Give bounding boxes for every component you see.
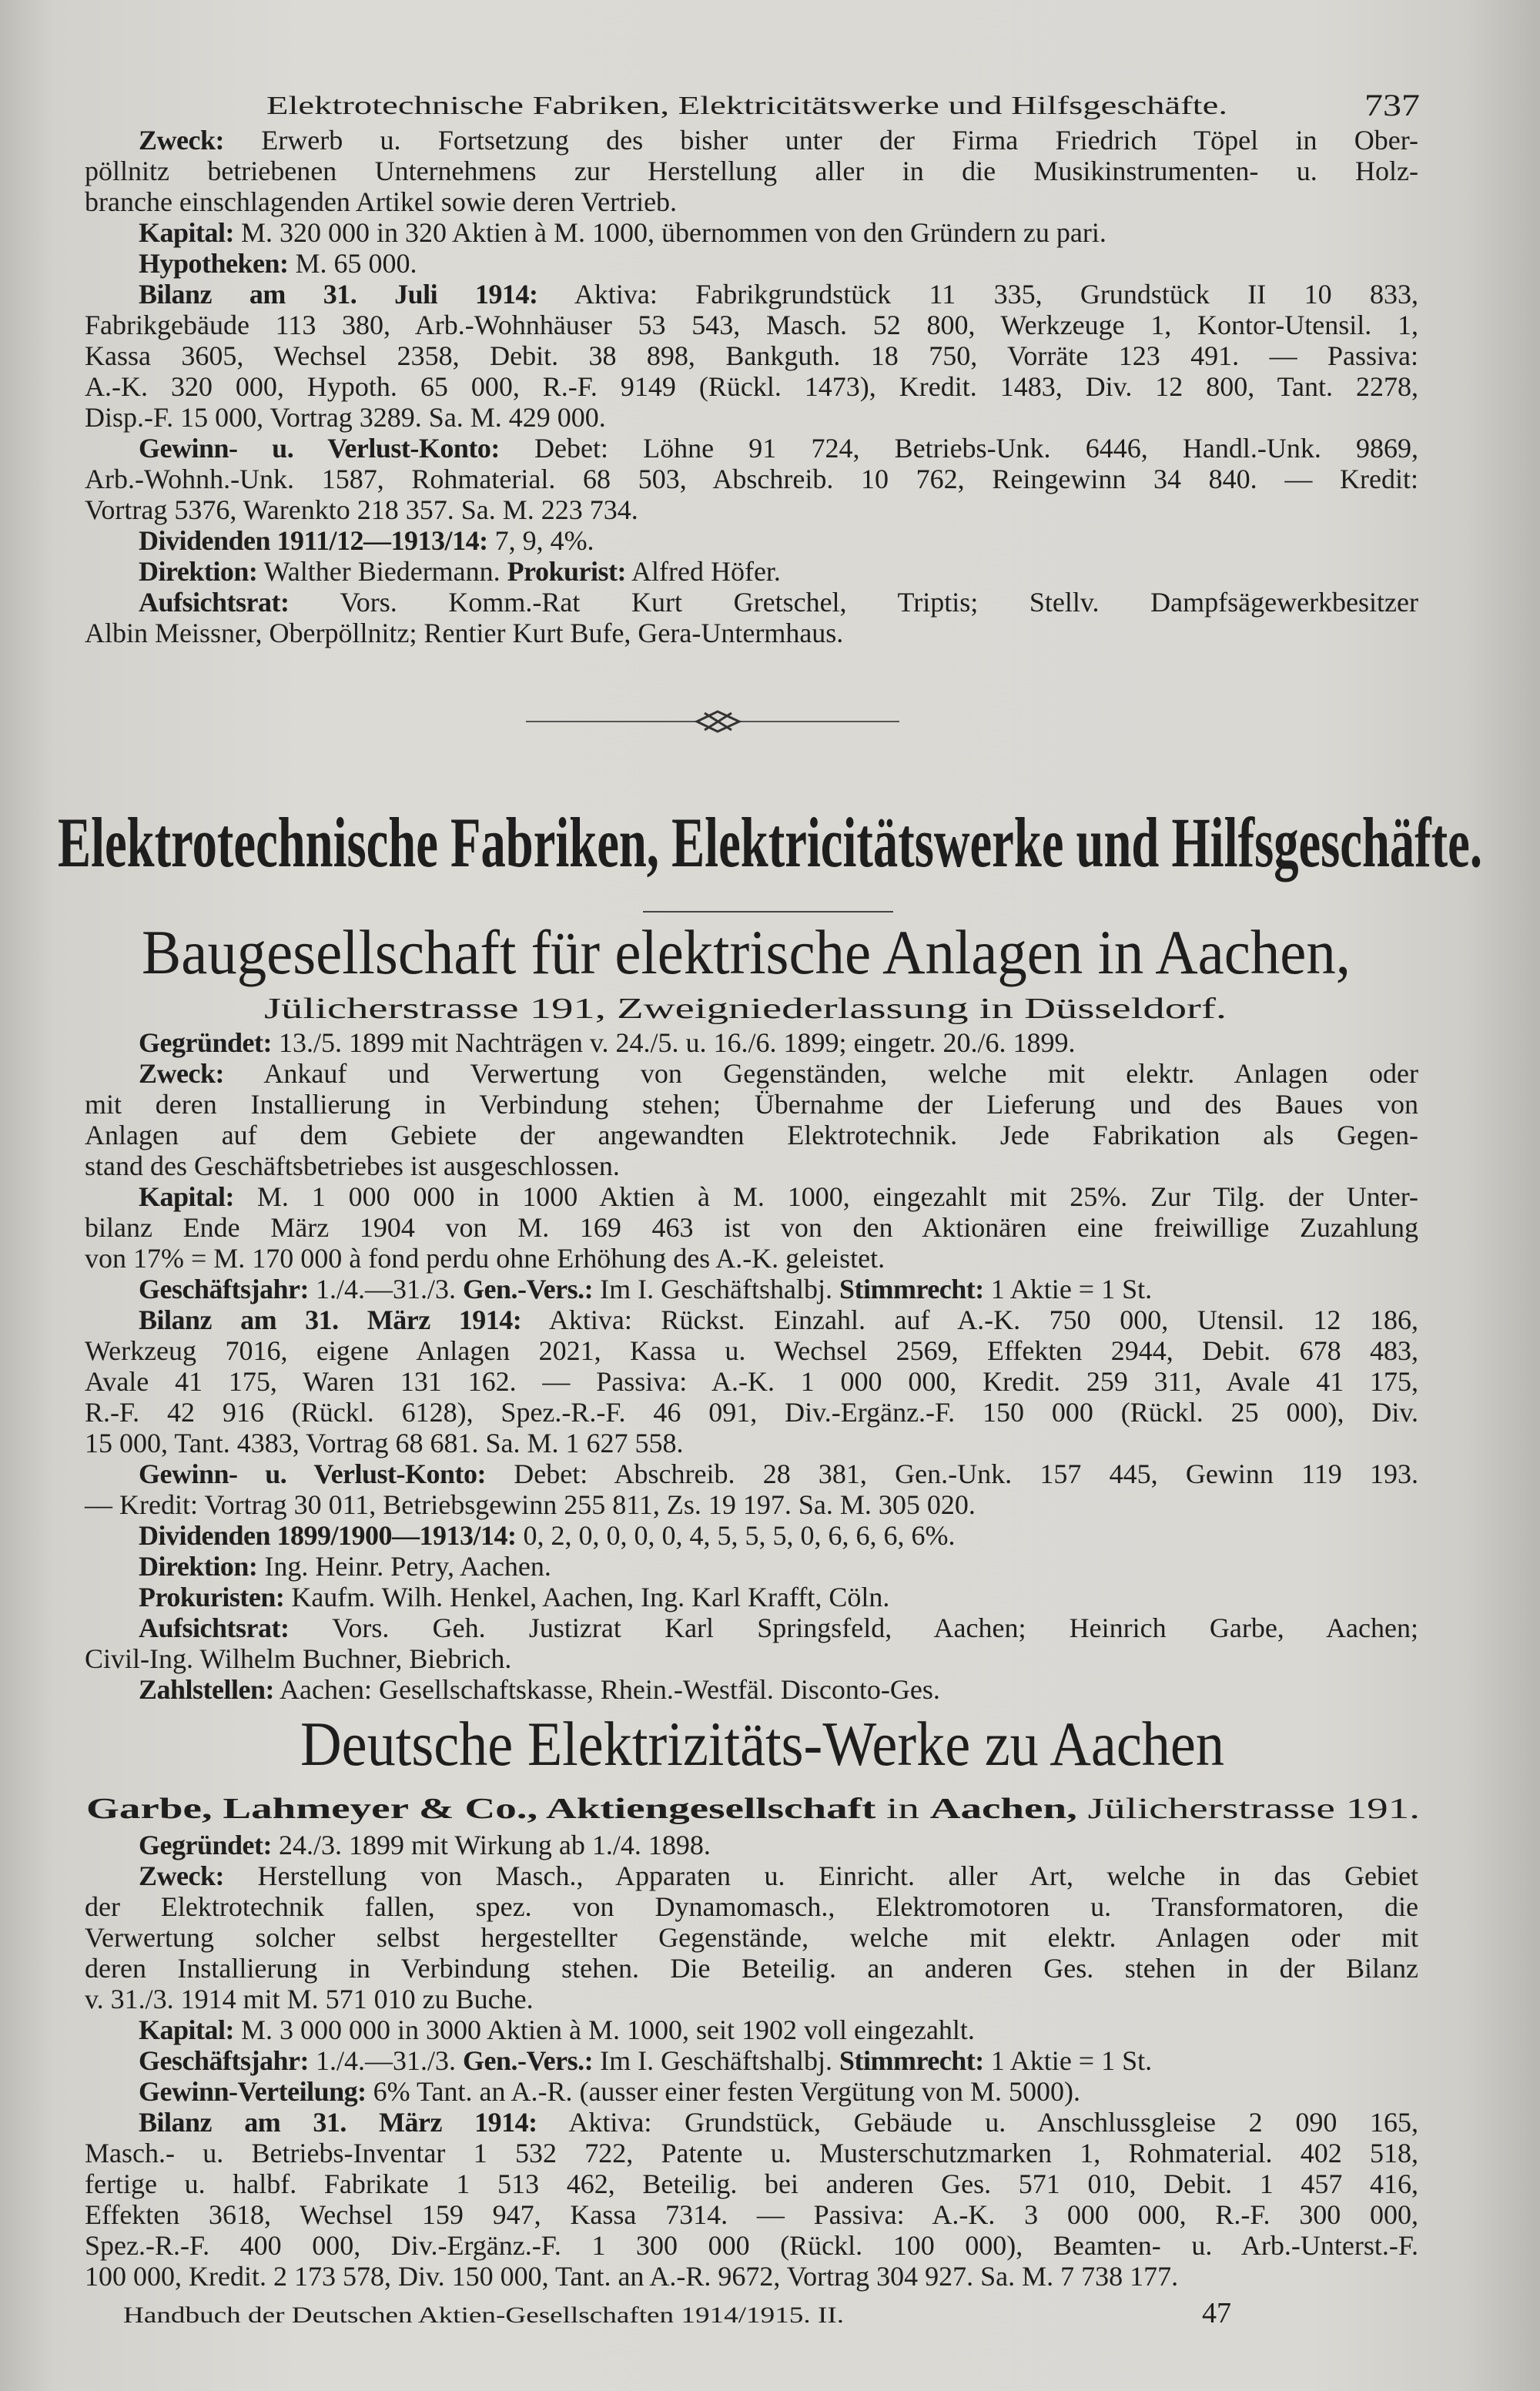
firm-in: in [875, 1793, 913, 1825]
text-line [85, 525, 1418, 556]
field-label: Gewinn- u. Verlust-Konto: [139, 433, 500, 464]
field-label: Kapital: [139, 217, 235, 248]
text-line [85, 1089, 1418, 1120]
text-line [85, 1582, 1418, 1612]
field-text: Effekten 3618, Wechsel 159 947, Kassa 7314. — Passiva: A.-K. 3 000 000, R.-F. 300 000, [85, 2199, 1418, 2230]
field-text: 1./4.—31./3. [308, 2045, 463, 2076]
field-text: Alfred Höfer. [626, 556, 781, 587]
text-line [85, 1150, 1418, 1181]
firm-name: Garbe, Lahmeyer & Co., Aktiengesellschaft [86, 1793, 631, 1825]
text-line [85, 1922, 1418, 1953]
field-text: fertige u. halbf. Fabrikate 1 513 462, Beteilig. bei anderen Ges. 571 010, Debit. 1 457 416, [85, 2168, 1418, 2199]
field-text: stand des Geschäftsbetriebes ist ausgeschlossen. [85, 1150, 620, 1181]
paragraph [85, 1551, 1418, 1582]
paragraph [85, 1582, 1418, 1612]
paragraph [85, 217, 1418, 248]
text-line [85, 371, 1418, 402]
field-text: Im I. Geschäftshalbj. [593, 2045, 840, 2076]
field-label: Dividenden 1911/12—1913/14: [139, 525, 488, 556]
text-line [85, 1830, 1418, 1860]
field-label: Kapital: [139, 1181, 235, 1212]
company-address: Jülicherstrasse 191, Zweigniederlassung in Düsseldorf. [264, 993, 1227, 1025]
paragraph [85, 1458, 1418, 1520]
field-text: 100 000, Kredit. 2 173 578, Div. 150 000, Tant. an A.-R. 9672, Vortrag 304 927. Sa. M. 7 738 177. [85, 2261, 1179, 2292]
field-text: Herstellung von Masch., Apparaten u. Einricht. aller Art, welche in das Gebiet [223, 1860, 1418, 1891]
field-text: deren Installierung in Verbindung stehen. Die Beteilig. an anderen Ges. stehen in der Bilanz [85, 1953, 1418, 1984]
field-text: Albin Meissner, Oberpöllnitz; Rentier Kurt Bufe, Gera-Untermhaus. [85, 618, 844, 648]
text-line [85, 1860, 1418, 1891]
text-line [85, 402, 1418, 433]
text-line [85, 2076, 1418, 2107]
field-text: Ankauf und Verwertung von Gegenständen, welche mit elektr. Anlagen oder [223, 1058, 1418, 1089]
field-text: Masch.- u. Betriebs-Inventar 1 532 722, Patente u. Musterschutzmarken 1, Rohmaterial. 402 518, [85, 2138, 1418, 2168]
field-text: 7, 9, 4%. [487, 525, 594, 556]
field-text: M. 3 000 000 in 3000 Aktien à M. 1000, seit 1902 voll eingezahlt. [234, 2014, 975, 2045]
company-firm-line [86, 1793, 1420, 1825]
paragraph [85, 1612, 1418, 1674]
text-line [85, 1335, 1418, 1366]
field-label: Zweck: [139, 1860, 224, 1891]
text-line [85, 1674, 1418, 1705]
field-label: Gen.-Vers.: [462, 2045, 594, 2076]
field-text: — Kredit: Vortrag 30 011, Betriebsgewinn 255 811, Zs. 19 197. Sa. M. 305 020. [85, 1489, 976, 1520]
text-line [85, 1458, 1418, 1489]
field-label: Kapital: [139, 2014, 235, 2045]
field-label: Bilanz am 31. März 1914: [139, 2107, 537, 2138]
text-line [85, 556, 1418, 587]
field-label: Gegründet: [139, 1027, 272, 1058]
paragraph [85, 2014, 1418, 2045]
field-text: M. 1 000 000 in 1000 Aktien à M. 1000, eingezahlt mit 25%. Zur Tilg. der Unter- [234, 1181, 1418, 1212]
field-label: Direktion: [139, 556, 258, 587]
field-text: Spez.-R.-F. 400 000, Div.-Ergänz.-F. 1 300 000 (Rückl. 100 000), Beamten- u. Arb.-Unterst.-F. [85, 2230, 1418, 2261]
text-line [85, 1120, 1418, 1150]
field-text: Aktiva: Rückst. Einzahl. auf A.-K. 750 000, Utensil. 12 186, [521, 1304, 1418, 1335]
text-line [85, 1520, 1418, 1551]
text-line [85, 1027, 1418, 1058]
field-text: Kassa 3605, Wechsel 2358, Debit. 38 898, Bankguth. 18 750, Vorräte 123 491. — Passiva: [85, 340, 1418, 371]
field-label: Prokurist: [507, 556, 626, 587]
field-text: 24./3. 1899 mit Wirkung ab 1./4. 1898. [271, 1830, 711, 1860]
text-line [85, 279, 1418, 310]
field-text: Aktiva: Fabrikgrundstück 11 335, Grundstück II 10 833, [537, 279, 1418, 310]
field-text: Debet: Löhne 91 724, Betriebs-Unk. 6446, Handl.-Unk. 9869, [499, 433, 1418, 464]
paragraph [85, 125, 1418, 217]
field-label: Bilanz am 31. Juli 1914: [139, 279, 538, 310]
paragraph [85, 2045, 1418, 2076]
paragraph [85, 279, 1418, 433]
footer-book-title: Handbuch der Deutschen Aktien-Gesellschaften 1914/1915. II. [123, 2302, 844, 2328]
field-label: Geschäftsjahr: [139, 1274, 309, 1304]
text-line [85, 1551, 1418, 1582]
field-text: Im I. Geschäftshalbj. [593, 1274, 840, 1304]
field-text: Civil-Ing. Wilhelm Buchner, Biebrich. [85, 1643, 512, 1674]
field-label: Gegründet: [139, 1830, 272, 1860]
field-text: M. 320 000 in 320 Aktien à M. 1000, übernommen von den Gründern zu pari. [234, 217, 1106, 248]
paragraph [85, 587, 1418, 648]
field-text: A.-K. 320 000, Hypoth. 65 000, R.-F. 9149 (Rückl. 1473), Kredit. 1483, Div. 12 800, Tant. 2278, [85, 371, 1418, 402]
entry-continuation-toepel [85, 125, 1418, 648]
field-text: mit deren Installierung in Verbindung stehen; Übernahme der Lieferung und des Baues von [85, 1089, 1418, 1120]
text-line [85, 1643, 1418, 1674]
paragraph [85, 556, 1418, 587]
text-line [85, 156, 1418, 186]
text-line [85, 2261, 1418, 2292]
field-label: Stimmrecht: [839, 1274, 984, 1304]
paragraph [85, 1304, 1418, 1458]
field-label: Bilanz am 31. März 1914: [139, 1304, 522, 1335]
field-text: Arb.-Wohnh.-Unk. 1587, Rohmaterial. 68 503, Abschreib. 10 762, Reingewinn 34 840. — Kredit: [85, 464, 1418, 494]
text-line [85, 1397, 1418, 1428]
field-label: Aufsichtsrat: [139, 587, 290, 618]
text-line [85, 433, 1418, 464]
field-text: M. 65 000. [288, 248, 417, 279]
field-text: 1 Aktie = 1 St. [983, 2045, 1153, 2076]
field-text: 15 000, Tant. 4383, Vortrag 68 681. Sa. M. 1 627 558. [85, 1428, 684, 1458]
field-label: Gewinn- u. Verlust-Konto: [139, 1458, 487, 1489]
text-line [85, 340, 1418, 371]
field-label: Prokuristen: [139, 1582, 285, 1612]
field-text: der Elektrotechnik fallen, spez. von Dynamomasch., Elektromotoren u. Transformatoren, die [85, 1891, 1418, 1922]
field-text: 1./4.—31./3. [308, 1274, 463, 1304]
field-text: Debet: Abschreib. 28 381, Gen.-Unk. 157 445, Gewinn 119 193. [486, 1458, 1418, 1489]
text-line [85, 310, 1418, 340]
text-line [85, 125, 1418, 156]
text-line [85, 1212, 1418, 1243]
text-line [85, 618, 1418, 648]
field-text: Aachen: Gesellschaftskasse, Rhein.-Westfäl. Disconto-Ges. [274, 1674, 940, 1705]
text-line [85, 1274, 1418, 1304]
entry-deutsche-elektrizitaets-werke [85, 1830, 1418, 2292]
field-text: Verwertung solcher selbst hergestellter Gegenstände, welche mit elektr. Anlagen oder mit [85, 1922, 1418, 1953]
footer-signature: 47 [1202, 2297, 1231, 2329]
field-text: 13./5. 1899 mit Nachträgen v. 24./5. u. 16./6. 1899; eingetr. 20./6. 1899. [271, 1027, 1076, 1058]
page-number: 737 [1364, 88, 1420, 122]
field-text: Disp.-F. 15 000, Vortrag 3289. Sa. M. 429 000. [85, 402, 606, 433]
ornament-divider [526, 712, 899, 732]
paragraph [85, 1058, 1418, 1181]
paragraph [85, 1027, 1418, 1058]
text-line [85, 2045, 1418, 2076]
paragraph [85, 1674, 1418, 1705]
field-label: Direktion: [139, 1551, 258, 1582]
field-text: R.-F. 42 916 (Rückl. 6128), Spez.-R.-F. 46 091, Div.-Ergänz.-F. 150 000 (Rückl. 25 000), Div. [85, 1397, 1418, 1428]
field-text: Werkzeug 7016, eigene Anlagen 2021, Kassa u. Wechsel 2569, Effekten 2944, Debit. 678 483, [85, 1335, 1418, 1366]
field-label: Zweck: [139, 125, 224, 156]
paragraph [85, 2076, 1418, 2107]
text-line [85, 2107, 1418, 2138]
field-text: Avale 41 175, Waren 131 162. — Passiva: A.-K. 1 000 000, Kredit. 259 311, Avale 41 175, [85, 1366, 1418, 1397]
field-text: Anlagen auf dem Gebiete der angewandten Elektrotechnik. Jede Fabrikation als Gegen- [85, 1120, 1418, 1150]
text-line [85, 186, 1418, 217]
field-text: Kaufm. Wilh. Henkel, Aachen, Ing. Karl Krafft, Cöln. [284, 1582, 890, 1612]
section-title: Elektrotechnische Fabriken, Elektricitätswerke und Hilfsgeschäfte. [58, 803, 1482, 882]
text-line [85, 2199, 1418, 2230]
field-text: branche einschlagenden Artikel sowie deren Vertrieb. [85, 186, 678, 217]
field-label: Dividenden 1899/1900—1913/14: [139, 1520, 517, 1551]
field-label: Geschäftsjahr: [139, 2045, 309, 2076]
field-label: Zahlstellen: [139, 1674, 275, 1705]
text-line [85, 1181, 1418, 1212]
text-line [85, 494, 1418, 525]
field-label: Stimmrecht: [839, 2045, 984, 2076]
text-line [85, 2230, 1418, 2261]
company-title-baugesellschaft: Baugesellschaft für elektrische Anlagen in Aachen, [142, 917, 1351, 987]
field-text: bilanz Ende März 1904 von M. 169 463 ist von den Aktionären eine freiwillige Zuzahlung [85, 1212, 1418, 1243]
paragraph [85, 2107, 1418, 2292]
field-text: Walther Biedermann. [257, 556, 507, 587]
field-text: Ing. Heinr. Petry, Aachen. [257, 1551, 551, 1582]
field-label: Gen.-Vers.: [462, 1274, 594, 1304]
paragraph [85, 433, 1418, 525]
text-line [85, 1243, 1418, 1274]
field-text: 0, 2, 0, 0, 0, 0, 4, 5, 5, 5, 0, 6, 6, 6, 6%. [516, 1520, 956, 1551]
text-line [85, 1489, 1418, 1520]
field-text: Erwerb u. Fortsetzung des bisher unter der Firma Friedrich Töpel in Ober- [223, 125, 1418, 156]
field-text: 1 Aktie = 1 St. [983, 1274, 1153, 1304]
paragraph [85, 1181, 1418, 1274]
text-line [85, 2014, 1418, 2045]
text-line [85, 1058, 1418, 1089]
text-line [85, 1612, 1418, 1643]
entry-baugesellschaft-aachen [85, 1027, 1418, 1705]
text-line [85, 464, 1418, 494]
text-line [85, 248, 1418, 279]
text-line [85, 1891, 1418, 1922]
field-text: pöllnitz betriebenen Unternehmens zur Herstellung aller in die Musikinstrumenten- u. Holz- [85, 156, 1418, 186]
field-text: 6% Tant. an A.-R. (ausser einer festen Vergütung von M. 5000). [366, 2076, 1080, 2107]
text-line [85, 587, 1418, 618]
text-line [85, 2138, 1418, 2168]
text-line [85, 217, 1418, 248]
paragraph [85, 525, 1418, 556]
company-title-deutsche-elektrizitaets-werke: Deutsche Elektrizitäts-Werke zu Aachen [300, 1709, 1224, 1779]
field-text: v. 31./3. 1914 mit M. 571 010 zu Buche. [85, 1984, 534, 2014]
paragraph [85, 1830, 1418, 1860]
firm-address: Jülicherstrasse 191. [1076, 1793, 1314, 1825]
paragraph [85, 1520, 1418, 1551]
text-line [85, 1428, 1418, 1458]
paragraph [85, 1274, 1418, 1304]
field-label: Gewinn-Verteilung: [139, 2076, 367, 2107]
text-line [85, 1984, 1418, 2014]
field-text: Vors. Geh. Justizrat Karl Springsfeld, Aachen; Heinrich Garbe, Aachen; [289, 1612, 1418, 1643]
field-label: Aufsichtsrat: [139, 1612, 290, 1643]
field-text: Vors. Komm.-Rat Kurt Gretschel, Triptis; Stellv. Dampfsägewerkbesitzer [289, 587, 1418, 618]
running-header: Elektrotechnische Fabriken, Elektricitätswerke und Hilfsgeschäfte. [266, 92, 1227, 120]
field-label: Hypotheken: [139, 248, 289, 279]
field-label: Zweck: [139, 1058, 224, 1089]
text-line [85, 2168, 1418, 2199]
field-text: Vortrag 5376, Warenkto 218 357. Sa. M. 223 734. [85, 494, 638, 525]
field-text: Aktiva: Grundstück, Gebäude u. Anschlussgleise 2 090 165, [537, 2107, 1418, 2138]
firm-city: Aachen, [929, 1793, 1032, 1825]
paragraph [85, 248, 1418, 279]
text-line [85, 1304, 1418, 1335]
paragraph [85, 1860, 1418, 2014]
field-text: von 17% = M. 170 000 à fond perdu ohne Erhöhung des A.-K. geleistet. [85, 1243, 886, 1274]
text-line [85, 1953, 1418, 1984]
text-line [85, 1366, 1418, 1397]
field-text: Fabrikgebäude 113 380, Arb.-Wohnhäuser 53 543, Masch. 52 800, Werkzeuge 1, Kontor-Utensil. 1, [85, 310, 1418, 340]
